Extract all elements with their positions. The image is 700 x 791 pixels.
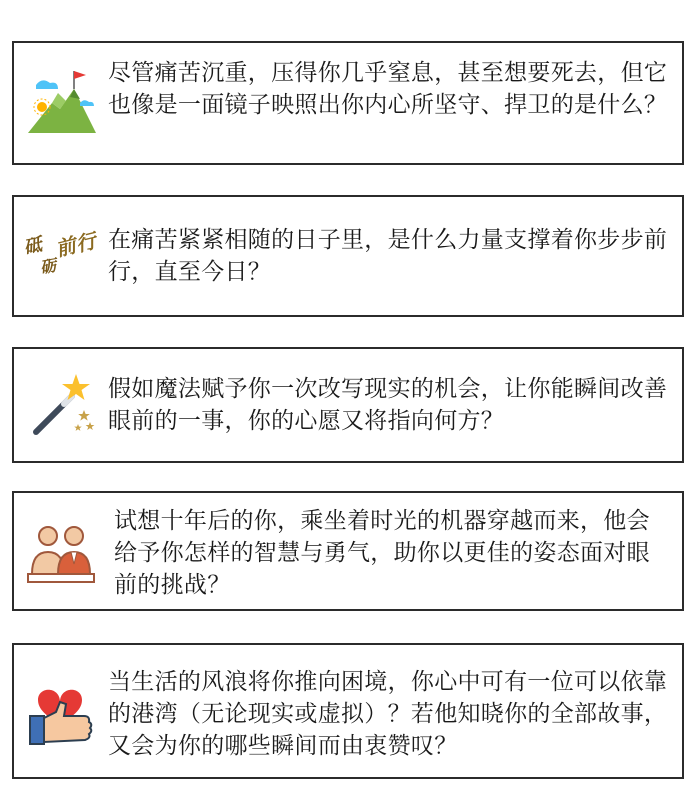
question-text: 当生活的风浪将你推向困境，你心中可有一位可以依靠的港湾（无论现实或虚拟）？若他知晓你的全部故事，又会为你的哪些瞬间而由衷赞叹？	[108, 669, 668, 759]
svg-text:砺: 砺	[38, 255, 58, 278]
two-people-icon	[22, 512, 100, 590]
question-text: 试想十年后的你，乘坐着时光的机器穿越而来，他会给予你怎样的智慧与勇气，助你以更佳的姿态面对眼前的挑战？	[114, 508, 650, 598]
svg-text:行: 行	[73, 228, 99, 257]
magic-wand-icon	[22, 366, 100, 444]
question-card-5	[12, 643, 684, 779]
mountain-flag-icon	[22, 63, 100, 141]
calligraphy-icon	[22, 216, 100, 294]
question-text: 假如魔法赋予你一次改写现实的机会，让你能瞬间改善眼前的一事，你的心愿又将指向何方？	[108, 376, 668, 434]
question-card-2	[12, 195, 684, 317]
question-card-4	[12, 491, 684, 611]
heart-thumbs-up-icon	[22, 672, 100, 750]
svg-text:前: 前	[53, 232, 79, 262]
svg-text:砥: 砥	[22, 234, 44, 259]
question-card-1	[12, 41, 684, 165]
question-text: 在痛苦紧紧相随的日子里，是什么力量支撑着你步步前行，直至今日？	[108, 227, 668, 285]
question-card-3	[12, 347, 684, 463]
question-text: 尽管痛苦沉重，压得你几乎窒息，甚至想要死去，但它也像是一面镜子映照出你内心所坚守、捍卫的是什么？	[108, 60, 668, 118]
